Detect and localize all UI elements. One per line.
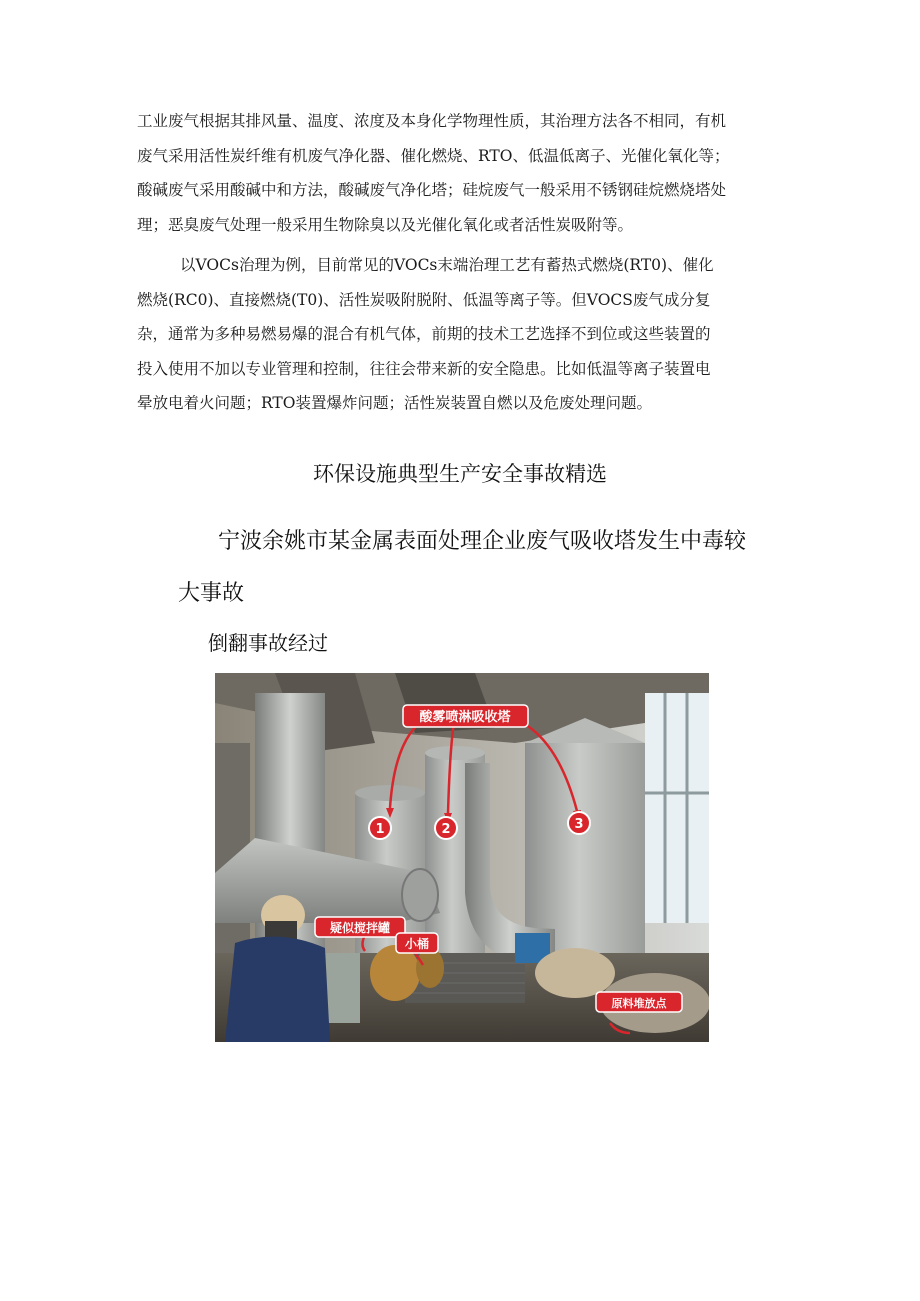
- marker-3-number: 3: [574, 817, 584, 832]
- text-line: 理；恶臭废气处理一般采用生物除臭以及光催化氧化或者活性炭吸附等。: [137, 215, 634, 234]
- text-line: 投入使用不加以专业管理和控制，往往会带来新的安全隐患。比如低温等离子装置电: [137, 359, 711, 378]
- person-body: [225, 937, 330, 1042]
- section-heading: 环保设施典型生产安全事故精选: [313, 462, 607, 486]
- marker-2: [435, 817, 457, 839]
- label-mixer-text: 疑似搅拌罐: [329, 921, 391, 935]
- subsection-heading: 倒翻事故经过: [208, 631, 328, 655]
- small-bucket: [416, 948, 444, 988]
- text-line: 工业废气根据其排风量、温度、浓度及本身化学物理性质，其治理方法各不相同，有机: [137, 112, 727, 130]
- case-title-line2: 大事故: [178, 581, 245, 606]
- text-line: 燃烧(RC0)、直接燃烧(T0)、活性炭吸附脱附、低温等离子等。但VOCS废气成分复: [137, 290, 711, 309]
- text-line: 废气采用活性炭纤维有机废气净化器、催化燃烧、RTO、低温低离子、光催化氧化等；: [137, 146, 730, 165]
- label-tower: [403, 705, 528, 727]
- text-line: 以VOCs治理为例，目前常见的VOCs末端治理工艺有蓄热式燃烧(RT0)、催化: [180, 256, 714, 274]
- label-storage: [596, 992, 682, 1012]
- window: [645, 693, 709, 923]
- marker-3: [568, 812, 590, 834]
- label-bucket-text: 小桶: [404, 937, 430, 951]
- paragraph-vocs: [137, 248, 797, 421]
- label-mixer: [315, 917, 405, 937]
- paragraph-waste-gas-methods: [137, 104, 797, 242]
- debris-pile: [535, 948, 615, 998]
- marker-1-number: 1: [375, 822, 385, 837]
- marker-2-number: 2: [441, 822, 451, 837]
- text-line: 杂，通常为多种易燃易爆的混合有机气体，前期的技术工艺选择不到位或这些装置的: [137, 325, 711, 343]
- text-line: 晕放电着火问题；RTO装置爆炸问题；活性炭装置自燃以及危废处理问题。: [137, 394, 652, 412]
- marker-1: [369, 817, 391, 839]
- text-line: 酸碱废气采用酸碱中和方法，酸碱废气净化塔；硅烷废气一般采用不锈钢硅烷燃烧塔处: [137, 181, 727, 199]
- label-storage-text: 原料堆放点: [611, 997, 667, 1010]
- accident-site-photo: [215, 673, 709, 1042]
- label-tower-text: 酸雾喷淋吸收塔: [419, 710, 511, 725]
- case-title-line1: 宁波余姚市某金属表面处理企业废气吸收塔发生中毒较: [218, 529, 747, 554]
- label-bucket: [396, 933, 438, 953]
